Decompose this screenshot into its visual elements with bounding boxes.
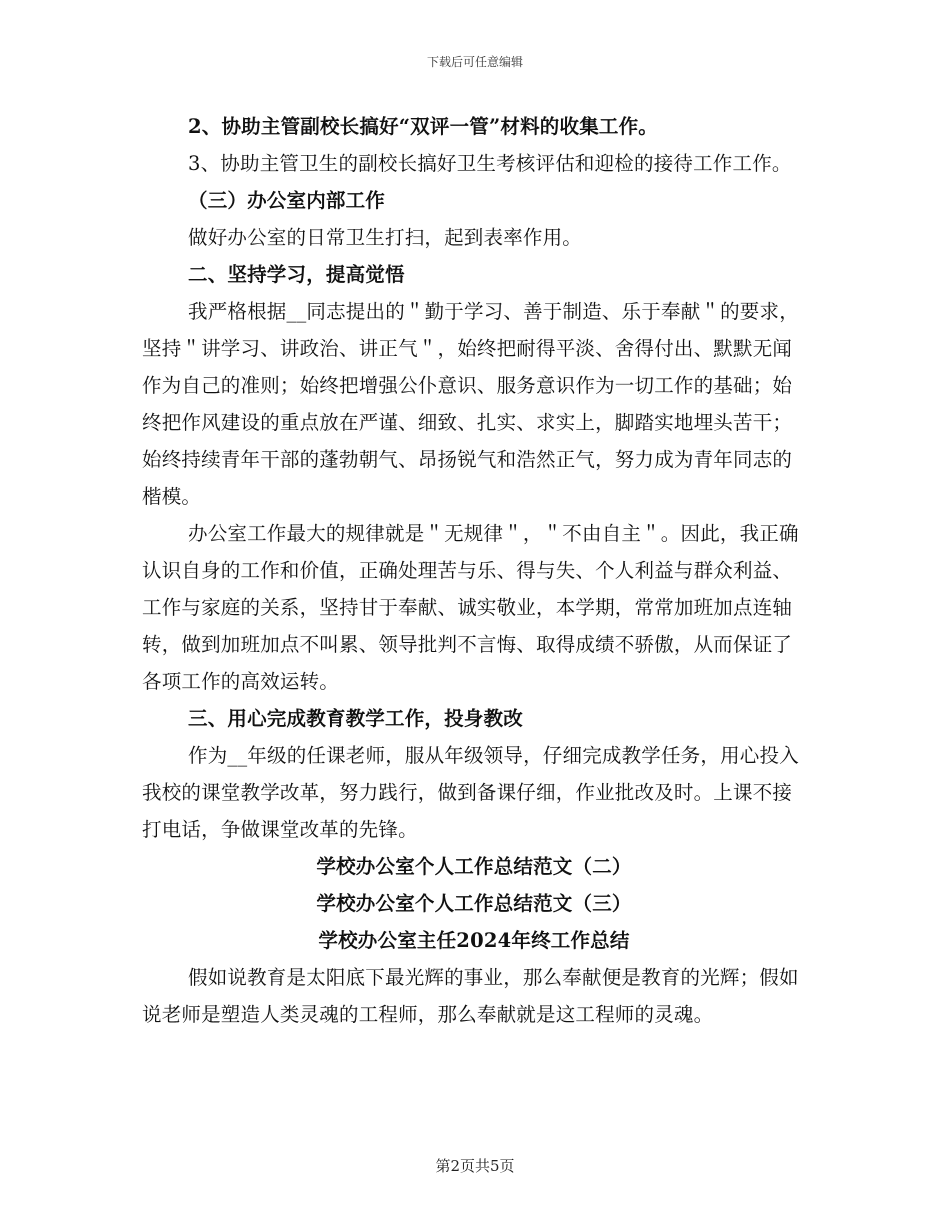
study-paragraph: 我严格根据__同志提出的＂勤于学习、善于制造、乐于奉献＂的要求，坚持＂讲学习、讲政治、讲正气＂，始终把耐得平淡、舍得付出、默默无闻作为自己的准则；始终把增强公仆意识、服务意识作为一切工作的基础；始终把作风建设的重点放在严谨、细致、扎实、求实上，脚踏实地埋头苦干；始终持续青年干部的蓬勃朝气、昂扬锐气和浩然正气，努力成为青年同志的楷模。 (142, 300, 799, 508)
page-footer: 第2页共5页 (435, 1157, 515, 1175)
page-header: 下载后可任意编辑 (426, 55, 523, 69)
item-2-paragraph: 2、协助主管副校长搞好“双评一管”材料的收集工作。 (188, 115, 659, 138)
section-two-heading: 二、坚持学习，提高觉悟 (188, 263, 405, 286)
title-summary-two: 学校办公室个人工作总结范文（二） (316, 855, 632, 878)
office-cleaning-paragraph: 做好办公室的日常卫生打扫，起到表率作用。 (188, 226, 583, 249)
section-three-heading: 三、用心完成教育教学工作，投身教改 (188, 707, 523, 730)
teaching-paragraph: 作为__年级的任课老师，服从年级领导，仔细完成教学任务，用心投入我校的课堂教学改革，努力践行，做到备课仔细，作业批改及时。上课不接打电话，争做课堂改革的先锋。 (142, 744, 799, 841)
title-director-summary: 学校办公室主任2024年终工作总结 (318, 929, 630, 952)
item-3-paragraph: 3、协助主管卫生的副校长搞好卫生考核评估和迎检的接待工作工作。 (188, 152, 792, 175)
document-body (142, 108, 806, 1033)
closing-paragraph: 假如说教育是太阳底下最光辉的事业，那么奉献便是教育的光辉；假如说老师是塑造人类灵魂的工程师，那么奉献就是这工程师的灵魂。 (142, 966, 799, 1026)
title-summary-three: 学校办公室个人工作总结范文（三） (316, 892, 632, 915)
office-rules-paragraph: 办公室工作最大的规律就是＂无规律＂，＂不由自主＂。因此，我正确认识自身的工作和价值，正确处理苦与乐、得与失、个人利益与群众利益、工作与家庭的关系，坚持甘于奉献、诚实敬业，本学期，常常加班加点连轴转，做到加班加点不叫累、领导批判不言悔、取得成绩不骄傲，从而保证了各项工作的高效运转。 (142, 522, 799, 693)
section-office-internal-heading: （三）办公室内部工作 (188, 189, 386, 212)
